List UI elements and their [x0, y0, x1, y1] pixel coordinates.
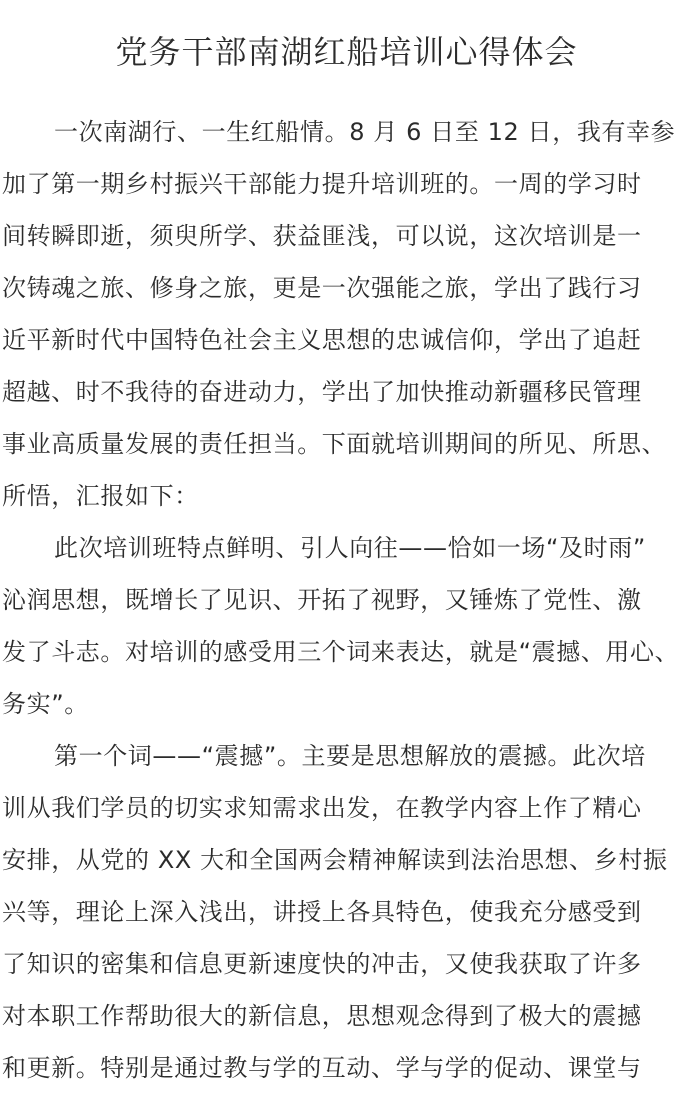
text-line: 务实”。 — [2, 690, 89, 718]
document-body — [2, 106, 692, 1094]
text-line: 加了第一期乡村振兴干部能力提升培训班的。一周的学习时 — [2, 170, 642, 198]
paragraph-overview — [2, 522, 692, 730]
text-line: 对本职工作帮助很大的新信息，思想观念得到了极大的震撼 — [2, 1002, 642, 1030]
text-line: 此次培训班特点鲜明、引人向往——恰如一场“及时雨” — [54, 534, 646, 562]
paragraph-first-word — [2, 730, 692, 1094]
text-line: 和更新。特别是通过教与学的互动、学与学的促动、课堂与 — [2, 1054, 642, 1082]
text-line: 超越、时不我待的奋进动力，学出了加快推动新疆移民管理 — [2, 378, 642, 406]
document-title: 党务干部南湖红船培训心得体会 — [115, 33, 578, 71]
text-line: 安排，从党的 XX 大和全国两会精神解读到法治思想、乡村振 — [2, 846, 668, 874]
text-line: 间转瞬即逝，须臾所学、获益匪浅，可以说，这次培训是一 — [2, 222, 642, 250]
text-line: 近平新时代中国特色社会主义思想的忠诚信仰，学出了追赶 — [2, 326, 642, 354]
paragraph-intro — [2, 106, 692, 522]
text-line: 沁润思想，既增长了见识、开拓了视野，又锤炼了党性、激 — [2, 586, 642, 614]
text-line: 一次南湖行、一生红船情。8 月 6 日至 12 日，我有幸参 — [54, 118, 676, 146]
text-line: 第一个词——“震撼”。主要是思想解放的震撼。此次培 — [54, 742, 646, 770]
text-line: 了知识的密集和信息更新速度快的冲击，又使我获取了许多 — [2, 950, 642, 978]
text-line: 次铸魂之旅、修身之旅，更是一次强能之旅，学出了践行习 — [2, 274, 642, 302]
text-line: 事业高质量发展的责任担当。下面就培训期间的所见、所思、 — [2, 430, 667, 458]
text-line: 发了斗志。对培训的感受用三个词来表达，就是“震撼、用心、 — [2, 638, 680, 666]
text-line: 训从我们学员的切实求知需求出发，在教学内容上作了精心 — [2, 794, 642, 822]
text-line: 兴等，理论上深入浅出，讲授上各具特色，使我充分感受到 — [2, 898, 642, 926]
text-line: 所悟，汇报如下： — [2, 482, 199, 510]
